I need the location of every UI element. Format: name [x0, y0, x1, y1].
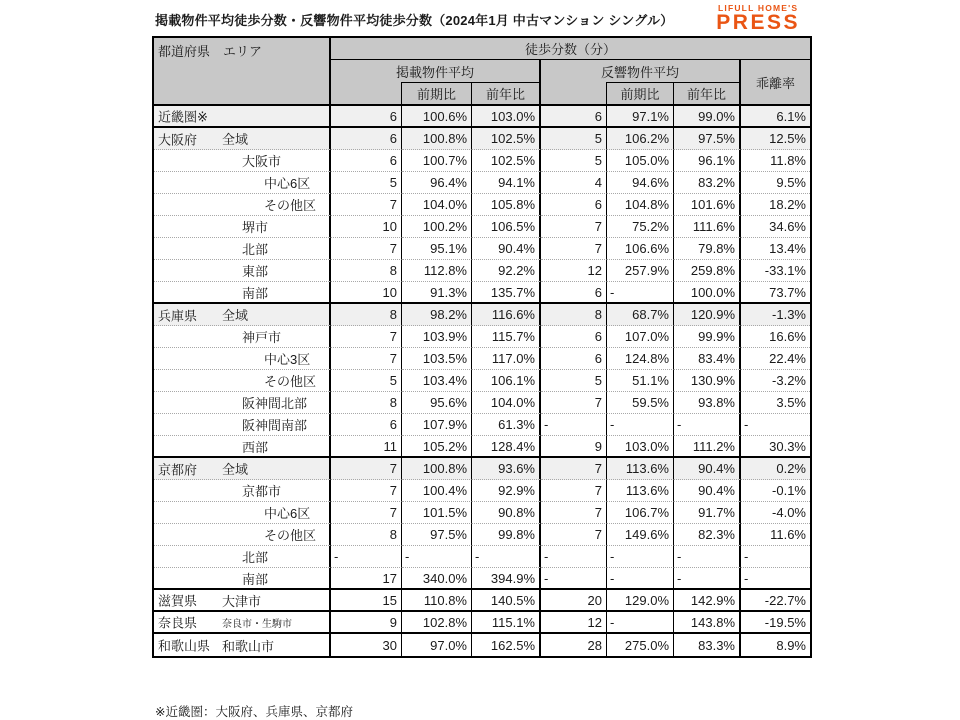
area-label: その他区 [264, 528, 317, 543]
prefecture-label: 近畿圏※ [158, 109, 208, 125]
cell-response-prev-period-ratio: - [607, 612, 674, 634]
area-label: 全域 [222, 132, 249, 147]
cell-deviation-rate: 18.2% [741, 194, 810, 216]
cell-response-prev-period-ratio: 103.0% [607, 436, 674, 458]
cell-response-prev-period-ratio: 94.6% [607, 172, 674, 194]
table-row [154, 238, 810, 260]
cell-listed-prev-year-ratio: 135.7% [472, 282, 541, 304]
cell-response-avg-minutes: 7 [541, 524, 607, 546]
cell-response-prev-year-ratio: 111.2% [674, 436, 741, 458]
cell-response-prev-period-ratio: - [607, 414, 674, 436]
prefecture-label: 奈良県 [158, 615, 198, 631]
area-label: 堺市 [242, 220, 269, 235]
header-response-average-group: 反響物件平均 [541, 60, 741, 82]
cell-response-prev-year-ratio: - [674, 414, 741, 436]
cell-response-prev-year-ratio: 83.4% [674, 348, 741, 370]
cell-area-label [154, 480, 331, 502]
cell-area-label [154, 150, 331, 172]
header-listed-prev-year: 前年比 [472, 82, 541, 106]
table-row [154, 634, 810, 656]
prefecture-label: 京都府 [158, 462, 198, 477]
cell-response-avg-minutes: 7 [541, 238, 607, 260]
cell-deviation-rate: 3.5% [741, 392, 810, 414]
cell-listed-prev-year-ratio: 117.0% [472, 348, 541, 370]
cell-response-prev-period-ratio: 97.1% [607, 106, 674, 128]
cell-area-label [154, 194, 331, 216]
cell-listed-prev-period-ratio: 105.2% [402, 436, 472, 458]
cell-area-label [154, 392, 331, 414]
cell-response-prev-year-ratio: 99.0% [674, 106, 741, 128]
cell-response-prev-year-ratio: 99.9% [674, 326, 741, 348]
cell-response-avg-minutes: 28 [541, 634, 607, 656]
cell-listed-avg-minutes: 7 [331, 480, 402, 502]
cell-listed-prev-year-ratio: 105.8% [472, 194, 541, 216]
prefecture-label: 和歌山県 [158, 638, 211, 654]
area-label: 阪神間南部 [242, 418, 308, 433]
cell-listed-prev-period-ratio: 97.0% [402, 634, 472, 656]
cell-deviation-rate: - [741, 546, 810, 568]
cell-listed-avg-minutes: 10 [331, 216, 402, 238]
cell-response-prev-year-ratio: 101.6% [674, 194, 741, 216]
cell-response-prev-year-ratio: 96.1% [674, 150, 741, 172]
cell-listed-avg-minutes: 8 [331, 260, 402, 282]
cell-response-prev-period-ratio: 59.5% [607, 392, 674, 414]
table-row [154, 590, 810, 612]
cell-response-avg-minutes: 9 [541, 436, 607, 458]
cell-listed-prev-year-ratio: 103.0% [472, 106, 541, 128]
cell-listed-prev-year-ratio: 92.9% [472, 480, 541, 502]
area-label: 北部 [242, 242, 269, 257]
cell-listed-avg-minutes: 6 [331, 128, 402, 150]
cell-response-prev-period-ratio: 149.6% [607, 524, 674, 546]
cell-listed-avg-minutes: 5 [331, 370, 402, 392]
cell-listed-prev-year-ratio: - [472, 546, 541, 568]
cell-area-label [154, 326, 331, 348]
cell-response-prev-period-ratio: 113.6% [607, 480, 674, 502]
cell-response-avg-minutes: 5 [541, 370, 607, 392]
cell-response-avg-minutes: 8 [541, 304, 607, 326]
cell-area-label [154, 304, 331, 326]
cell-listed-prev-year-ratio: 115.7% [472, 326, 541, 348]
cell-deviation-rate: - [741, 568, 810, 590]
page-title: 掲載物件平均徒歩分数・反響物件平均徒歩分数（2024年1月 中古マンション シングル） [155, 13, 674, 28]
cell-response-prev-period-ratio: 257.9% [607, 260, 674, 282]
cell-listed-prev-year-ratio: 90.8% [472, 502, 541, 524]
cell-response-avg-minutes: - [541, 546, 607, 568]
header-prefecture-area: 都道府県 エリア [154, 38, 331, 106]
logo-press-text: PRESS [716, 11, 800, 35]
cell-response-prev-period-ratio: - [607, 282, 674, 304]
cell-area-label [154, 260, 331, 282]
cell-listed-avg-minutes: 8 [331, 304, 402, 326]
cell-listed-avg-minutes: 7 [331, 238, 402, 260]
cell-listed-prev-year-ratio: 99.8% [472, 524, 541, 546]
cell-area-label [154, 524, 331, 546]
cell-response-prev-period-ratio: 275.0% [607, 634, 674, 656]
header-response-prev-year: 前年比 [674, 82, 741, 106]
table-row [154, 150, 810, 172]
table-row [154, 194, 810, 216]
area-label: 南部 [242, 571, 269, 587]
cell-response-avg-minutes: 6 [541, 326, 607, 348]
cell-listed-avg-minutes: 8 [331, 392, 402, 414]
cell-area-label [154, 172, 331, 194]
cell-listed-avg-minutes: 6 [331, 106, 402, 128]
cell-response-prev-year-ratio: 90.4% [674, 480, 741, 502]
prefecture-label: 兵庫県 [158, 308, 198, 323]
cell-deviation-rate: 34.6% [741, 216, 810, 238]
area-label: その他区 [264, 198, 317, 213]
cell-deviation-rate: 11.6% [741, 524, 810, 546]
header-response-minutes-blank [541, 82, 607, 106]
table-body [154, 106, 810, 656]
cell-response-prev-period-ratio: 107.0% [607, 326, 674, 348]
area-label: 大阪市 [242, 154, 282, 169]
cell-response-prev-period-ratio: 104.8% [607, 194, 674, 216]
prefecture-label: 滋賀県 [158, 593, 198, 609]
cell-listed-prev-period-ratio: 107.9% [402, 414, 472, 436]
cell-deviation-rate: 0.2% [741, 458, 810, 480]
area-label: 奈良市・生駒市 [222, 618, 292, 630]
cell-response-avg-minutes: 6 [541, 106, 607, 128]
cell-area-label [154, 502, 331, 524]
footnote: ※近畿圏：大阪府、兵庫県、京都府 [155, 705, 353, 719]
cell-response-prev-period-ratio: 75.2% [607, 216, 674, 238]
cell-response-avg-minutes: 12 [541, 612, 607, 634]
cell-listed-prev-period-ratio: 100.7% [402, 150, 472, 172]
cell-listed-prev-period-ratio: 101.5% [402, 502, 472, 524]
cell-listed-prev-year-ratio: 115.1% [472, 612, 541, 634]
table-row [154, 172, 810, 194]
cell-listed-prev-period-ratio: 100.4% [402, 480, 472, 502]
cell-area-label [154, 436, 331, 458]
cell-listed-prev-period-ratio: 100.8% [402, 458, 472, 480]
cell-listed-avg-minutes: - [331, 546, 402, 568]
area-label: 神戸市 [242, 330, 282, 345]
area-label: その他区 [264, 374, 317, 389]
area-label: 北部 [242, 550, 269, 565]
cell-response-avg-minutes: 7 [541, 392, 607, 414]
table-row [154, 348, 810, 370]
cell-deviation-rate: -0.1% [741, 480, 810, 502]
cell-listed-prev-period-ratio: 97.5% [402, 524, 472, 546]
cell-listed-avg-minutes: 7 [331, 502, 402, 524]
cell-listed-prev-year-ratio: 94.1% [472, 172, 541, 194]
table-row [154, 304, 810, 326]
table-row [154, 370, 810, 392]
cell-deviation-rate: -19.5% [741, 612, 810, 634]
cell-deviation-rate: 9.5% [741, 172, 810, 194]
area-label: 全域 [222, 462, 249, 477]
cell-listed-prev-period-ratio: 98.2% [402, 304, 472, 326]
cell-listed-prev-period-ratio: - [402, 546, 472, 568]
cell-listed-prev-period-ratio: 103.9% [402, 326, 472, 348]
cell-deviation-rate: 12.5% [741, 128, 810, 150]
area-label: 大津市 [222, 593, 262, 609]
cell-response-prev-year-ratio: 97.5% [674, 128, 741, 150]
cell-deviation-rate: 22.4% [741, 348, 810, 370]
cell-listed-prev-year-ratio: 61.3% [472, 414, 541, 436]
table-header [154, 38, 810, 106]
table-row [154, 524, 810, 546]
cell-response-prev-year-ratio: 83.2% [674, 172, 741, 194]
table-row [154, 436, 810, 458]
cell-response-prev-year-ratio: 111.6% [674, 216, 741, 238]
cell-response-prev-year-ratio: - [674, 568, 741, 590]
cell-response-prev-period-ratio: 51.1% [607, 370, 674, 392]
table-row [154, 568, 810, 590]
cell-listed-prev-period-ratio: 95.6% [402, 392, 472, 414]
cell-response-prev-year-ratio: - [674, 546, 741, 568]
cell-deviation-rate: 30.3% [741, 436, 810, 458]
cell-area-label [154, 216, 331, 238]
walk-minutes-table-container [152, 36, 812, 658]
cell-response-avg-minutes: 4 [541, 172, 607, 194]
cell-response-prev-period-ratio: - [607, 546, 674, 568]
cell-response-avg-minutes: 6 [541, 348, 607, 370]
table-row [154, 414, 810, 436]
cell-listed-prev-period-ratio: 100.2% [402, 216, 472, 238]
header-walk-minutes-group: 徒歩分数（分） [331, 38, 810, 60]
cell-listed-prev-period-ratio: 102.8% [402, 612, 472, 634]
cell-listed-prev-period-ratio: 103.5% [402, 348, 472, 370]
area-label: 中心6区 [264, 176, 311, 191]
cell-response-prev-period-ratio: 129.0% [607, 590, 674, 612]
cell-deviation-rate: -3.2% [741, 370, 810, 392]
cell-response-avg-minutes: 7 [541, 216, 607, 238]
cell-response-prev-year-ratio: 91.7% [674, 502, 741, 524]
cell-response-prev-year-ratio: 143.8% [674, 612, 741, 634]
cell-area-label [154, 458, 331, 480]
cell-listed-prev-period-ratio: 112.8% [402, 260, 472, 282]
cell-listed-prev-year-ratio: 128.4% [472, 436, 541, 458]
cell-listed-avg-minutes: 8 [331, 524, 402, 546]
cell-listed-prev-year-ratio: 102.5% [472, 150, 541, 172]
cell-area-label [154, 568, 331, 590]
cell-listed-prev-year-ratio: 90.4% [472, 238, 541, 260]
cell-area-label [154, 128, 331, 150]
cell-listed-prev-period-ratio: 91.3% [402, 282, 472, 304]
cell-area-label [154, 612, 331, 634]
cell-response-prev-period-ratio: 106.2% [607, 128, 674, 150]
cell-deviation-rate: 6.1% [741, 106, 810, 128]
cell-response-prev-period-ratio: 106.7% [607, 502, 674, 524]
prefecture-label: 大阪府 [158, 132, 198, 147]
walk-minutes-table [152, 36, 812, 658]
area-label: 西部 [242, 439, 269, 455]
table-row [154, 282, 810, 304]
cell-response-avg-minutes: 20 [541, 590, 607, 612]
cell-listed-prev-year-ratio: 394.9% [472, 568, 541, 590]
cell-response-prev-year-ratio: 93.8% [674, 392, 741, 414]
cell-response-avg-minutes: 5 [541, 128, 607, 150]
table-row [154, 458, 810, 480]
cell-listed-prev-year-ratio: 106.1% [472, 370, 541, 392]
cell-listed-prev-year-ratio: 93.6% [472, 458, 541, 480]
cell-area-label [154, 590, 331, 612]
cell-deviation-rate: 8.9% [776, 637, 806, 653]
table-row [154, 216, 810, 238]
cell-deviation-rate: -1.3% [741, 304, 810, 326]
cell-listed-avg-minutes: 5 [331, 172, 402, 194]
cell-response-prev-period-ratio: 124.8% [607, 348, 674, 370]
cell-listed-avg-minutes: 10 [331, 282, 402, 304]
cell-listed-avg-minutes: 7 [331, 326, 402, 348]
area-label: 南部 [242, 285, 269, 301]
table-row [154, 546, 810, 568]
cell-deviation-rate: 16.6% [741, 326, 810, 348]
table-row [154, 502, 810, 524]
header-deviation-rate: 乖離率 [741, 60, 810, 106]
cell-listed-prev-year-ratio: 162.5% [472, 634, 541, 656]
cell-listed-avg-minutes: 15 [331, 590, 402, 612]
area-label: 全域 [222, 308, 249, 323]
cell-listed-avg-minutes: 7 [331, 194, 402, 216]
cell-listed-avg-minutes: 6 [331, 150, 402, 172]
cell-response-avg-minutes: 7 [541, 480, 607, 502]
cell-response-prev-period-ratio: 106.6% [607, 238, 674, 260]
cell-listed-prev-year-ratio: 104.0% [472, 392, 541, 414]
cell-listed-prev-year-ratio: 92.2% [472, 260, 541, 282]
cell-deviation-rate: 11.8% [741, 150, 810, 172]
cell-response-prev-period-ratio: 105.0% [607, 150, 674, 172]
cell-response-prev-year-ratio: 142.9% [674, 590, 741, 612]
cell-response-prev-year-ratio: 82.3% [674, 524, 741, 546]
header-response-prev-period: 前期比 [607, 82, 674, 106]
cell-response-prev-period-ratio: 68.7% [607, 304, 674, 326]
cell-deviation-rate: -22.7% [741, 590, 810, 612]
cell-listed-prev-period-ratio: 103.4% [402, 370, 472, 392]
cell-listed-avg-minutes: 30 [331, 634, 402, 656]
table-row [154, 106, 810, 128]
cell-area-label [154, 282, 331, 304]
table-row [154, 260, 810, 282]
cell-listed-prev-period-ratio: 100.8% [402, 128, 472, 150]
cell-listed-avg-minutes: 9 [331, 612, 402, 634]
cell-response-prev-period-ratio: - [607, 568, 674, 590]
cell-response-prev-year-ratio: 90.4% [674, 458, 741, 480]
area-label: 京都市 [242, 484, 282, 499]
cell-response-prev-year-ratio: 259.8% [674, 260, 741, 282]
cell-listed-prev-year-ratio: 106.5% [472, 216, 541, 238]
logo-lifull-homes-text: LIFULL HOME'S [718, 3, 799, 13]
cell-area-label [154, 238, 331, 260]
cell-area-label [154, 106, 331, 128]
cell-response-avg-minutes: 6 [541, 282, 607, 304]
header-listed-minutes-blank [331, 82, 402, 106]
cell-listed-avg-minutes: 7 [331, 458, 402, 480]
cell-area-label [154, 634, 331, 656]
cell-deviation-rate: - [741, 414, 810, 436]
table-row [154, 612, 810, 634]
cell-response-avg-minutes: 12 [541, 260, 607, 282]
area-label: 中心6区 [264, 506, 311, 521]
header-listed-prev-period: 前期比 [402, 82, 472, 106]
table-row [154, 392, 810, 414]
cell-listed-avg-minutes: 7 [331, 348, 402, 370]
cell-deviation-rate: 73.7% [741, 282, 810, 304]
cell-response-prev-year-ratio: 130.9% [674, 370, 741, 392]
cell-listed-avg-minutes: 17 [331, 568, 402, 590]
cell-listed-prev-period-ratio: 340.0% [402, 568, 472, 590]
cell-listed-prev-period-ratio: 95.1% [402, 238, 472, 260]
cell-response-avg-minutes: 7 [541, 502, 607, 524]
area-label: 東部 [242, 264, 269, 279]
cell-listed-prev-period-ratio: 110.8% [402, 590, 472, 612]
cell-response-avg-minutes: 5 [541, 150, 607, 172]
cell-response-prev-period-ratio: 113.6% [607, 458, 674, 480]
table-row [154, 480, 810, 502]
cell-listed-prev-period-ratio: 96.4% [402, 172, 472, 194]
cell-area-label [154, 546, 331, 568]
cell-response-avg-minutes: 7 [541, 458, 607, 480]
cell-listed-prev-year-ratio: 140.5% [472, 590, 541, 612]
header-listed-average-group: 掲載物件平均 [331, 60, 541, 82]
cell-response-prev-year-ratio: 83.3% [674, 634, 741, 656]
table-row [154, 128, 810, 150]
cell-area-label [154, 370, 331, 392]
cell-response-prev-year-ratio: 79.8% [674, 238, 741, 260]
cell-area-label [154, 348, 331, 370]
cell-area-label [154, 414, 331, 436]
cell-listed-prev-year-ratio: 116.6% [472, 304, 541, 326]
cell-deviation-rate: -4.0% [741, 502, 810, 524]
cell-listed-avg-minutes: 11 [331, 436, 402, 458]
cell-deviation-rate: 13.4% [741, 238, 810, 260]
cell-deviation-rate: -33.1% [741, 260, 810, 282]
area-label: 和歌山市 [222, 638, 275, 654]
cell-listed-avg-minutes: 6 [331, 414, 402, 436]
table-row [154, 326, 810, 348]
cell-listed-prev-period-ratio: 104.0% [402, 194, 472, 216]
cell-response-prev-year-ratio: 120.9% [674, 304, 741, 326]
cell-response-prev-year-ratio: 100.0% [674, 282, 741, 304]
area-label: 中心3区 [264, 352, 311, 367]
cell-response-avg-minutes: - [541, 414, 607, 436]
cell-response-avg-minutes: - [541, 568, 607, 590]
cell-listed-prev-year-ratio: 102.5% [472, 128, 541, 150]
area-label: 阪神間北部 [242, 396, 308, 411]
lifull-homes-press-logo [716, 3, 800, 33]
cell-listed-prev-period-ratio: 100.6% [402, 106, 472, 128]
cell-response-avg-minutes: 6 [541, 194, 607, 216]
